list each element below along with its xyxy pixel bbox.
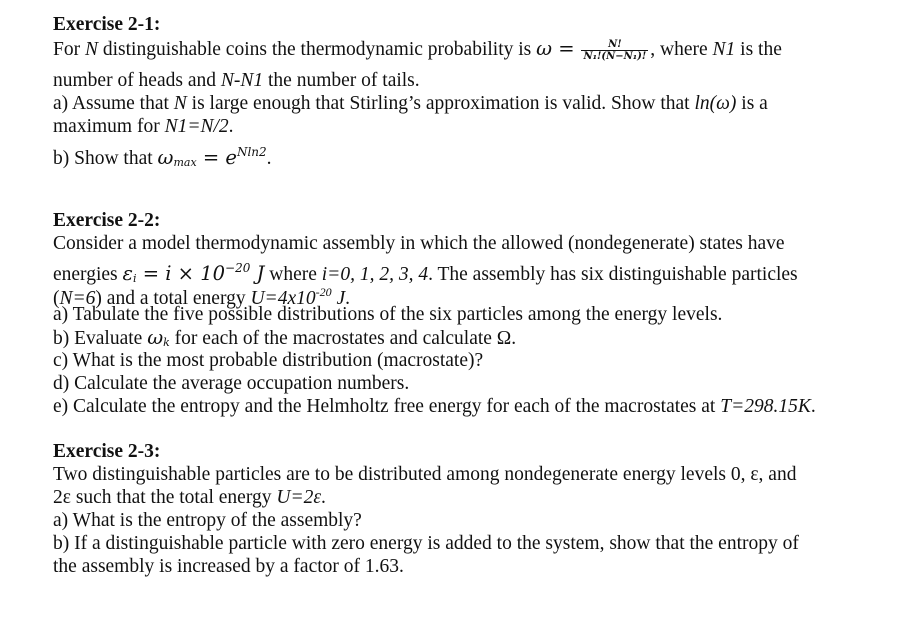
text: . [321,487,326,508]
variable-n: N [173,93,187,114]
exercise-2-3-title: Exercise 2-3: [53,441,161,462]
subscript-i: i [132,272,137,285]
text: b) Show that [53,148,158,169]
text: . [266,148,272,169]
exercise-2-2-part-a: a) Tabulate the five possible distributions of the six particles among the energy levels. [53,304,723,325]
exercise-2-2-part-c: c) What is the most probable distribution (macrostate)? [53,350,484,371]
exercise-2-1-title: Exercise 2-1: [53,14,161,35]
ln-omega: ln(ω) [694,93,737,114]
exercise-2-2-line-1: Consider a model thermodynamic assembly in which the allowed (nondegenerate) states have [53,233,785,254]
exercise-2-3-part-b-cont: the assembly is increased by a factor of 1.63. [53,556,404,577]
text: is large enough that Stirling’s approximation is valid. Show that [186,93,695,114]
exercise-2-1-part-a [53,92,768,116]
equals-e: = e [196,146,237,169]
subscript-max: max [173,156,197,169]
exercise-2-1-line-1 [53,37,782,62]
text: . [810,396,816,417]
exponent: −20 [225,261,251,275]
text: energies [53,264,123,285]
text: b) Evaluate [53,328,148,349]
text: . The assembly has six distinguishable particles [428,264,798,285]
exercise-2-3-part-a: a) What is the entropy of the assembly? [53,510,362,531]
epsilon-symbol: ε [122,262,133,285]
text: ( [53,288,60,309]
exercise-2-1-part-a-cont [53,115,234,139]
fraction-numerator: N! [581,39,648,51]
text: . [228,116,234,137]
condition: N1=N/2 [164,116,229,137]
text: . [345,288,351,309]
exponent-nln2: Nln2 [236,145,267,159]
exercise-2-3-line-1: Two distinguishable particles are to be distributed among nondegenerate energy levels 0, ε, and [53,464,797,485]
exercise-2-1-part-b [53,140,272,175]
text: is the [735,39,782,60]
subscript-k: k [163,336,170,349]
omega-symbol: ω [147,326,164,349]
exercise-2-2-title: Exercise 2-2: [53,210,161,231]
index-values: i=0, 1, 2, 3, 4 [321,264,429,285]
variable-n1: N1 [712,39,736,60]
text: 2ε such that the total energy [53,487,277,508]
text: , where [650,39,713,60]
text: e) Calculate the entropy and the Helmholtz free energy for each of the macrostates at [53,396,721,417]
text: the number of tails. [263,70,420,91]
text: where [264,264,322,285]
text: is a [736,93,768,114]
total-energy: U=4x10 [250,288,316,309]
temperature: T=298.15K [720,396,811,417]
exercise-2-2-part-e [53,395,816,419]
exercise-2-3-line-2 [53,486,326,510]
text: a) Assume that [53,93,174,114]
exercise-2-2-part-d: d) Calculate the average occupation numbers. [53,373,410,394]
unit-j: J [250,262,265,285]
total-energy: U=2ε [276,487,322,508]
exercise-2-1-line-2 [53,69,420,93]
text: for each of the macrostates and calculate Ω. [169,328,517,349]
omega-symbol: ω [157,146,174,169]
text: number of heads and [53,70,221,91]
variable-n-n1: N-N1 [220,70,264,91]
energy-formula: = i × 10 [136,262,226,285]
exponent: -20 [315,285,332,299]
text: For [53,39,85,60]
fraction-denominator: N₁!(N−N₁)! [583,51,647,63]
variable-n: N [84,39,98,60]
text: distinguishable coins the thermodynamic probability is [97,39,537,60]
exercise-2-3-part-b: b) If a distinguishable particle with zero energy is added to the system, show that the entropy of [53,533,799,554]
unit-j: J [331,288,346,309]
probability-fraction [581,39,648,62]
omega-equals: ω = [536,37,575,60]
n-equals-6: N=6 [59,288,96,309]
text: maximum for [53,116,165,137]
text: ) and a total energy [95,288,251,309]
